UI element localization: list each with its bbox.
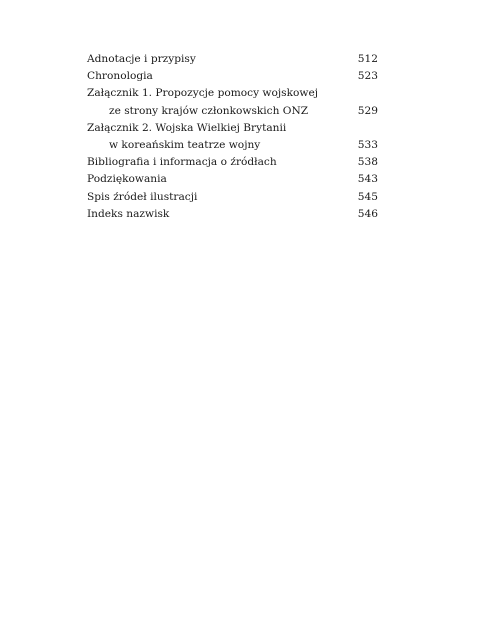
toc-entry-adnotacje[interactable] <box>87 51 378 68</box>
toc-entry-page: 512 <box>357 53 378 65</box>
toc-entry-title: Chronologia <box>87 70 153 83</box>
toc-entry-chronologia[interactable] <box>87 68 378 85</box>
toc-entry-page: 533 <box>357 139 378 152</box>
toc-entry-page: 543 <box>357 173 378 186</box>
toc-entry-zalacznik-1[interactable] <box>87 85 378 119</box>
toc-entry-podziekowania[interactable] <box>87 171 378 188</box>
toc-entry-page: 529 <box>357 104 378 117</box>
toc-entry-page: 538 <box>357 156 378 169</box>
toc-entry-title-continuation: w koreańskim teatrze wojny <box>109 139 261 152</box>
toc-entry-title: Spis źródeł ilustracji <box>87 190 198 203</box>
toc-entry-page: 523 <box>357 70 378 83</box>
toc-entry-bibliografia[interactable] <box>87 154 378 171</box>
toc-entry-page: 545 <box>357 190 378 203</box>
toc-entry-page: 546 <box>357 207 378 220</box>
toc-entry-title: Podziękowania <box>87 173 167 186</box>
table-of-contents <box>87 51 378 223</box>
toc-entry-zalacznik-2[interactable] <box>87 120 378 154</box>
toc-entry-title: Załącznik 1. Propozycje pomocy wojskowej <box>87 87 319 100</box>
toc-entry-title: Indeks nazwisk <box>87 207 170 220</box>
toc-entry-indeks[interactable] <box>87 206 378 223</box>
toc-entry-title: Adnotacje i przypisy <box>87 53 196 65</box>
toc-entry-title: Załącznik 2. Wojska Wielkiej Brytanii <box>87 121 287 134</box>
toc-entry-spis-zrodel[interactable] <box>87 189 378 206</box>
toc-entry-title-continuation: ze strony krajów członkowskich ONZ <box>109 104 309 117</box>
toc-entry-title: Bibliografia i informacja o źródłach <box>87 156 277 169</box>
